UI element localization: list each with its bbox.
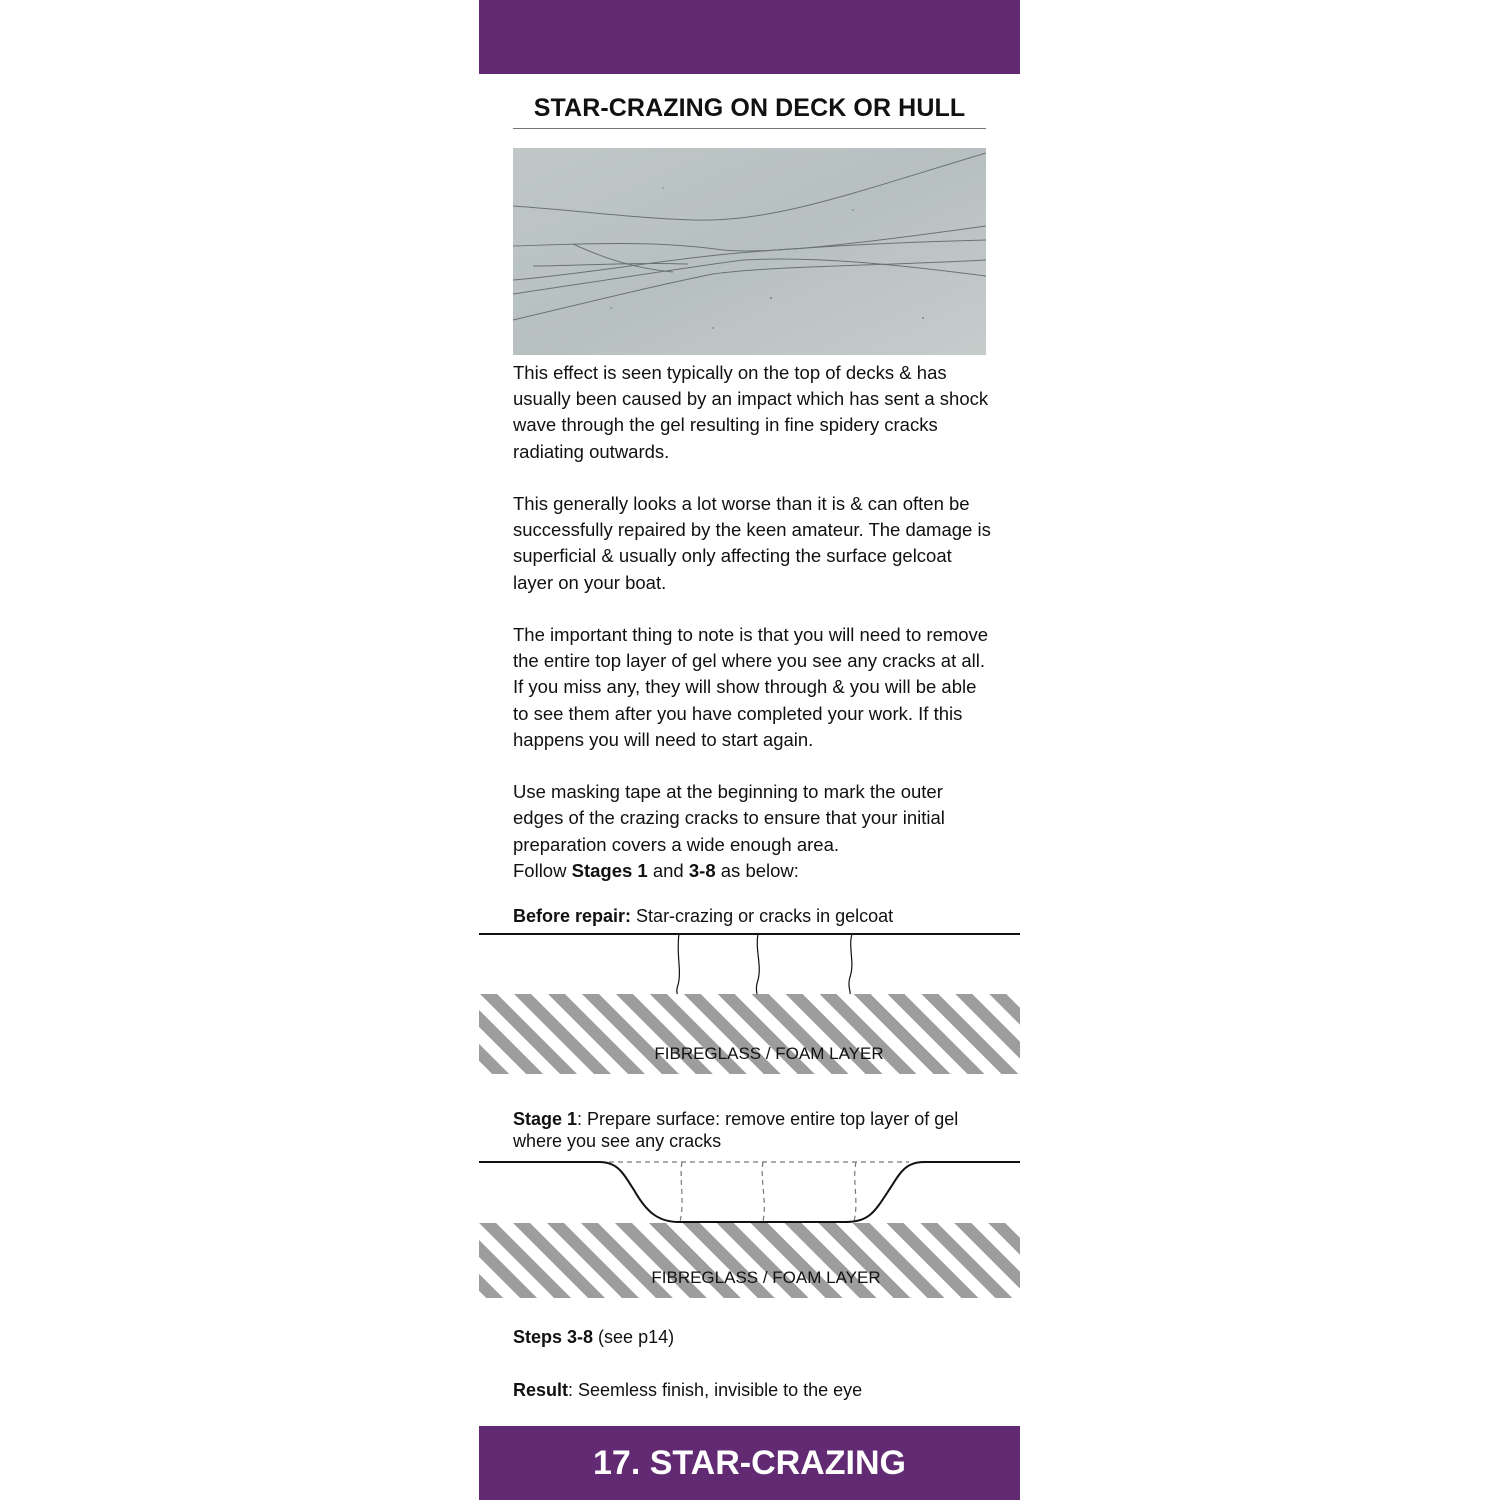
- stage-1-diagram: [479, 1155, 1020, 1300]
- before-repair-caption: Before repair: Star-crazing or cracks in gelcoat: [513, 906, 894, 926]
- paragraph-1: This effect is seen typically on the top of decks & has usually been caused by an impact which has sent a shock wave through the gel resulting in fine spidery cracks radiating outwards.: [513, 362, 989, 462]
- page-title: STAR-CRAZING ON DECK OR HULL: [533, 94, 966, 122]
- stage-1-caption: Stage 1: Prepare surface: remove entire top layer of gel where you see any cracks: [513, 1109, 959, 1151]
- paragraph-3: The important thing to note is that you will need to remove the entire top layer of gel where you see any cracks at all. If you miss any, they will show through & you will be able to see them after you have completed your work. If this happens you will need to start again.: [513, 624, 989, 750]
- title-divider: [513, 128, 986, 129]
- before-repair-diagram: [479, 925, 1020, 1080]
- top-color-band: [479, 0, 1020, 74]
- paragraph-4: Use masking tape at the beginning to mark the outer edges of the crazing cracks to ensure that your initial preparation covers a wide enough area.: [513, 781, 945, 855]
- footer-title: 17. STAR-CRAZING: [593, 1444, 906, 1482]
- follow-line: Follow Stages 1 and 3-8 as below:: [513, 859, 799, 881]
- result-caption: Result: Seemless finish, invisible to the eye: [513, 1380, 863, 1400]
- steps-caption: Steps 3-8 (see p14): [513, 1327, 675, 1347]
- paragraph-2: This generally looks a lot worse than it is & can often be successfully repaired by the keen amateur. The damage is superficial & usually only affecting the surface gelcoat layer on your boat.: [513, 493, 991, 593]
- body-text: [513, 360, 993, 884]
- before-layer-label: FIBREGLASS / FOAM LAYER: [654, 1044, 884, 1063]
- page: [479, 0, 1020, 1500]
- star-crazing-photo: [513, 148, 986, 355]
- stage1-layer-label: FIBREGLASS / FOAM LAYER: [651, 1268, 881, 1287]
